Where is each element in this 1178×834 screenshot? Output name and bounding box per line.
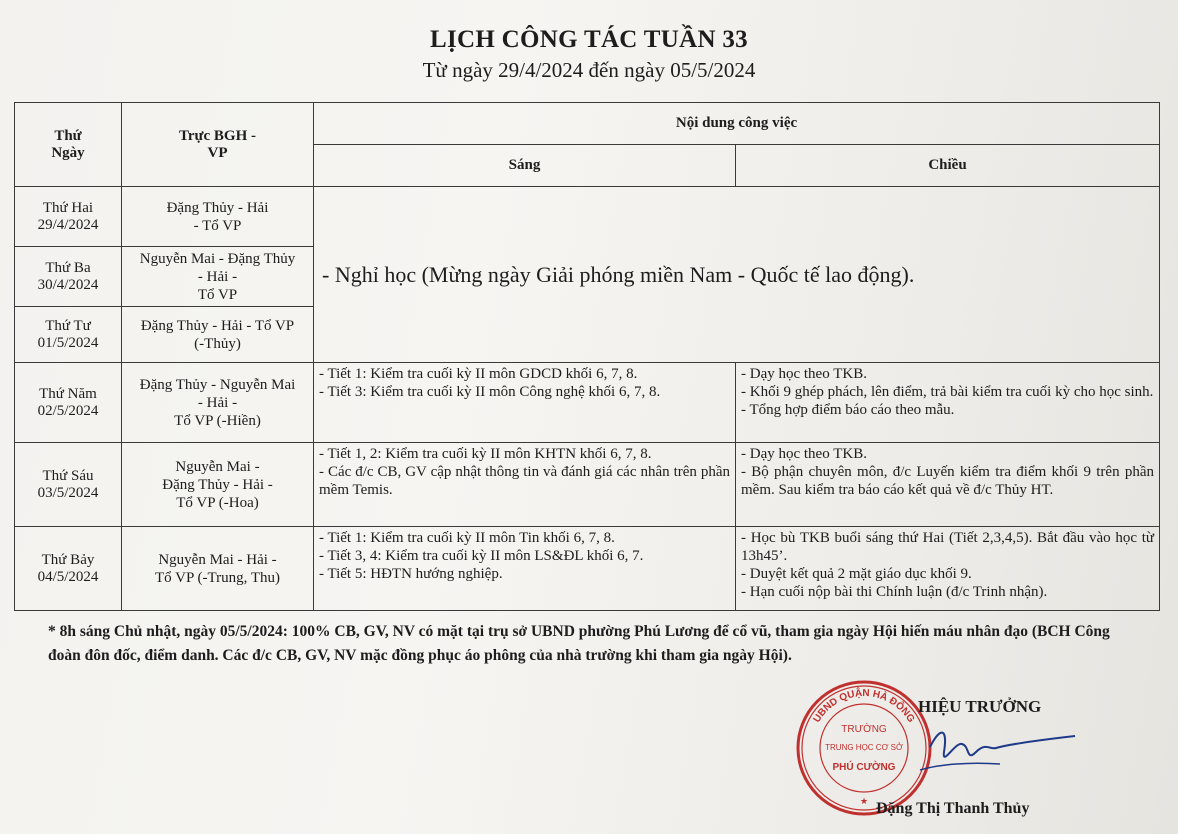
task-item: - Dạy học theo TKB.	[741, 366, 867, 382]
afternoon-tasks	[736, 443, 1160, 527]
morning-tasks	[314, 363, 736, 443]
row-duty: Nguyễn Mai - Đặng Thủy - Hải - Tổ VP (-Hoa)	[122, 443, 314, 527]
header-morning: Sáng	[314, 145, 736, 187]
sunday-note: * 8h sáng Chủ nhật, ngày 05/5/2024: 100% CB, GV, NV có mặt tại trụ sở UBND phường Phú Lương để cổ vũ, tham gia ngày Hội hiến máu nhân đạo (BCH Công đoàn đôn đốc, điểm danh. Các đ/c CB, GV, NV mặc đồng phục áo phông của nhà trường khi tham gia ngày Hội).	[48, 623, 1110, 664]
row-duty: Đặng Thủy - Hải - Tổ VP	[122, 187, 314, 247]
task-item: - Học bù TKB buổi sáng thứ Hai (Tiết 2,3,4,5). Bắt đầu vào học từ 13h45’.	[741, 530, 1155, 564]
page-title: LỊCH CÔNG TÁC TUẦN 33	[430, 26, 748, 53]
seal-line2: TRUNG HỌC CƠ SỞ	[825, 743, 903, 752]
task-item: - Tiết 3: Kiểm tra cuối kỳ II môn Công nghệ khối 6, 7, 8.	[319, 384, 661, 400]
task-item: - Tổng hợp điểm báo cáo theo mẫu.	[741, 402, 955, 418]
header-day: Thứ Ngày	[15, 103, 122, 187]
task-item: - Hạn cuối nộp bài thi Chính luận (đ/c Trinh nhận).	[741, 584, 1048, 600]
row-day: Thứ Ba 30/4/2024	[15, 247, 122, 307]
seal-line3: PHÚ CƯỜNG	[832, 762, 896, 773]
seal-line1: TRƯỜNG	[841, 724, 887, 735]
header-content: Nội dung công việc	[314, 103, 1160, 145]
row-duty: Nguyễn Mai - Đặng Thủy - Hải - Tổ VP	[122, 247, 314, 307]
signature-scribble	[900, 722, 1080, 782]
afternoon-tasks	[736, 363, 1160, 443]
morning-tasks	[314, 527, 736, 611]
task-item: - Các đ/c CB, GV cập nhật thông tin và đánh giá các nhân trên phần mềm Temis.	[319, 464, 730, 498]
row-day: Thứ Bảy 04/5/2024	[15, 527, 122, 611]
row-duty: Đặng Thủy - Hải - Tổ VP (-Thủy)	[122, 307, 314, 363]
task-item: - Tiết 1: Kiểm tra cuối kỳ II môn GDCD khối 6, 7, 8.	[319, 366, 638, 382]
schedule-table	[14, 102, 1160, 611]
header-afternoon: Chiều	[736, 145, 1160, 187]
signer-name: Đặng Thị Thanh Thủy	[876, 800, 1030, 817]
morning-tasks	[314, 443, 736, 527]
signer-title: HIỆU TRƯỞNG	[918, 697, 1042, 716]
row-day: Thứ Tư 01/5/2024	[15, 307, 122, 363]
task-item: - Khối 9 ghép phách, lên điểm, trả bài kiểm tra cuối kỳ cho học sinh.	[741, 384, 1154, 400]
row-day: Thứ Sáu 03/5/2024	[15, 443, 122, 527]
row-duty: Đặng Thủy - Nguyễn Mai - Hải - Tổ VP (-Hiền)	[122, 363, 314, 443]
svg-text:★: ★	[859, 796, 869, 806]
afternoon-tasks	[736, 527, 1160, 611]
holiday-note: - Nghỉ học (Mừng ngày Giải phóng miền Nam - Quốc tế lao động).	[314, 187, 1160, 363]
date-range: Từ ngày 29/4/2024 đến ngày 05/5/2024	[422, 58, 756, 82]
task-item: - Dạy học theo TKB.	[741, 446, 867, 462]
seal-outer-text: UBND QUẬN HÀ ĐÔNG	[811, 687, 917, 725]
task-item: - Tiết 1: Kiểm tra cuối kỳ II môn Tin khối 6, 7, 8.	[319, 530, 615, 546]
row-day: Thứ Năm 02/5/2024	[15, 363, 122, 443]
task-item: - Tiết 1, 2: Kiểm tra cuối kỳ II môn KHTN khối 6, 7, 8.	[319, 446, 652, 462]
task-item: - Tiết 3, 4: Kiểm tra cuối kỳ II môn LS&ĐL khối 6, 7.	[319, 548, 644, 564]
task-item: - Duyệt kết quả 2 mặt giáo dục khối 9.	[741, 566, 972, 582]
header-duty: Trực BGH - VP	[122, 103, 314, 187]
row-duty: Nguyễn Mai - Hải - Tổ VP (-Trung, Thu)	[122, 527, 314, 611]
task-item: - Tiết 5: HĐTN hướng nghiệp.	[319, 566, 503, 582]
row-day: Thứ Hai 29/4/2024	[15, 187, 122, 247]
task-item: - Bộ phận chuyên môn, đ/c Luyến kiểm tra điểm khối 9 trên phần mềm. Sau kiểm tra báo cáo kết quả về đ/c Thủy HT.	[741, 464, 1155, 498]
